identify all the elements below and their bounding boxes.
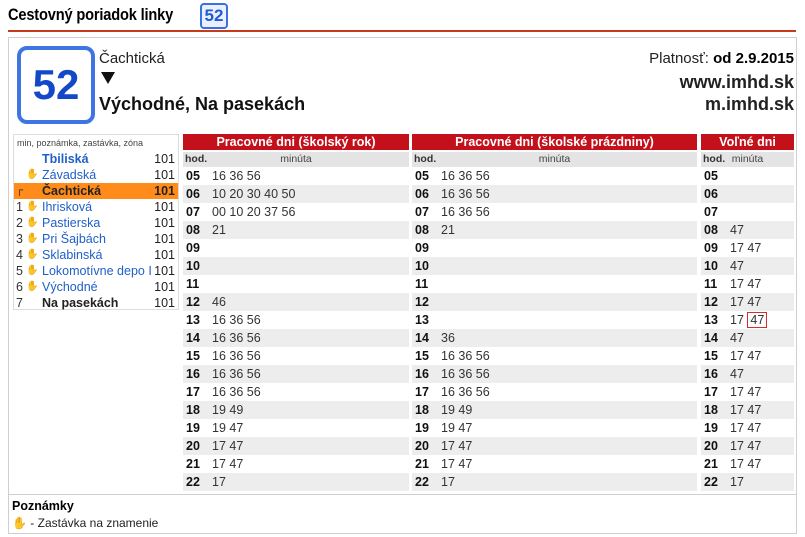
timetable-row [183,221,409,239]
validity-date: od 2.9.2015 [713,50,794,67]
page-title: Cestovný poriadok linky [8,5,174,24]
timetable-row [412,275,697,293]
minutes[interactable]: 36 [441,331,455,345]
minutes[interactable]: 17 47 [730,241,762,255]
hour: 10 [186,259,200,273]
hour: 15 [186,349,200,363]
stop-item[interactable] [14,247,178,263]
minutes[interactable]: 47 [730,367,744,381]
stop-name[interactable]: Tbiliská [42,152,89,166]
hour: 15 [415,349,429,363]
timetable-row [701,275,794,293]
notes [9,494,796,534]
timetable-row [701,257,794,275]
timetable-row [412,221,697,239]
timetable-row [701,329,794,347]
hand-icon: ✋ [26,281,39,292]
hour: 18 [186,403,200,417]
minutes[interactable]: 16 36 56 [212,349,261,363]
hour: 18 [415,403,429,417]
minutes[interactable]: 19 47 [212,421,244,435]
stop-name[interactable]: Pastierska [42,216,101,230]
minutes[interactable]: 17 47 [730,349,762,363]
hour: 10 [415,259,429,273]
stop-item[interactable] [14,167,178,183]
hand-icon: ✋ [26,217,39,228]
line-number-badge: 52 [200,3,228,29]
minutes[interactable]: 10 20 30 40 50 [212,187,296,201]
timetable-title: Pracovné dni (školské prázdniny) [412,134,697,150]
hour: 06 [704,187,718,201]
minutes[interactable]: 17 47 [441,457,473,471]
hand-icon: ✋ [26,249,39,260]
minutes[interactable]: 17 47 [212,439,244,453]
hour: 17 [186,385,200,399]
hand-icon: ✋ [26,169,39,180]
hour: 19 [415,421,429,435]
hour: 21 [704,457,718,471]
stop-item[interactable] [14,279,178,295]
stop-item[interactable] [14,151,178,167]
hour: 20 [186,439,200,453]
hour: 07 [415,205,429,219]
hour: 07 [186,205,200,219]
timetable-row [701,455,794,473]
minutes[interactable]: 16 36 56 [212,169,261,183]
timetable-row [701,311,794,329]
hour: 09 [704,241,718,255]
minutes[interactable]: 17 47 [730,403,762,417]
timetable-row [183,365,409,383]
hand-icon: ✋ [26,233,39,244]
hour-header: hod. [414,153,437,165]
hour: 14 [186,331,200,345]
timetable-row [412,437,697,455]
stop-zone: 101 [154,296,175,310]
minutes[interactable]: 16 36 56 [212,313,261,327]
timetable-row [412,419,697,437]
minutes[interactable]: 21 [212,223,226,237]
timetable-row [701,293,794,311]
current-stop-marker-icon: ┌ [16,185,24,196]
mobile-web-link[interactable]: m.imhd.sk [704,94,794,114]
web-link[interactable]: www.imhd.sk [679,72,794,92]
stop-name[interactable]: Pri Šajbách [42,232,106,246]
minutes[interactable]: 16 36 56 [212,331,261,345]
hour: 07 [704,205,718,219]
timetable-row [701,167,794,185]
stop-item[interactable] [14,295,178,311]
hour: 11 [415,277,429,291]
stop-item[interactable] [14,215,178,231]
minutes[interactable]: 16 36 56 [441,205,490,219]
minutes[interactable]: 17 47 [730,295,762,309]
hour: 08 [704,223,718,237]
hour: 13 [186,313,200,327]
hour: 18 [704,403,718,417]
timetable-row [412,455,697,473]
timetable-column-header [701,152,794,167]
timetable-row [183,401,409,419]
minutes[interactable]: 21 [441,223,455,237]
stop-zone: 101 [154,232,175,246]
direction-arrow-icon [101,72,115,84]
timetable-row [701,473,794,491]
timetable-row [701,185,794,203]
timetable-row [412,329,697,347]
stop-name[interactable]: Východné [42,280,98,294]
timetable-row [183,257,409,275]
timetable-row [183,239,409,257]
minute-header: minúta [538,153,571,165]
selected-departure[interactable]: 47 [747,312,767,328]
line-badge: 52 [17,46,95,124]
hour: 16 [704,367,718,381]
notes-item [12,516,158,530]
hour: 22 [704,475,718,489]
stop-item[interactable] [14,263,178,279]
timetable-row [183,455,409,473]
timetable-row [701,365,794,383]
direction-label: Východné, Na pasekách [99,94,306,114]
stop-zone: 101 [154,152,175,166]
minutes[interactable]: 17 47 [730,385,762,399]
hour: 06 [186,187,200,201]
hour: 20 [704,439,718,453]
timetable-row [183,419,409,437]
timetable-frame [8,37,797,534]
hour: 05 [704,169,718,183]
hour: 17 [704,385,718,399]
stop-item[interactable] [14,231,178,247]
hour: 09 [186,241,200,255]
stop-item[interactable] [14,199,178,215]
timetable-title: Voľné dni [701,134,794,150]
hour: 06 [415,187,429,201]
stop-minute: 2 [16,216,23,230]
timetable-row [701,347,794,365]
minutes-text: 17 [730,313,748,327]
hour: 05 [415,169,429,183]
hour: 12 [186,295,200,309]
hour-header: hod. [703,153,726,165]
hour: 20 [415,439,429,453]
timetable-row [701,437,794,455]
timetable-title: Pracovné dni (školský rok) [183,134,409,150]
minutes[interactable]: 17 47 [730,439,762,453]
minutes[interactable]: 47 [730,223,744,237]
minutes[interactable]: 17 [212,475,226,489]
timetable-row [183,347,409,365]
minutes[interactable]: 16 36 56 [441,367,490,381]
hour: 09 [415,241,429,255]
stop-name[interactable]: Čachtická [42,184,102,198]
timetable-row [412,185,697,203]
hand-icon: ✋ [12,516,27,530]
hour: 12 [704,295,718,309]
minute-header: minúta [731,153,764,165]
stop-minute: 7 [16,296,23,310]
timetable-school-year [183,134,409,491]
minutes[interactable]: 16 36 56 [212,367,261,381]
timetable-row [412,257,697,275]
minutes[interactable]: 17 47 [730,277,762,291]
notes-item-text: - Zastávka na znamenie [30,516,159,530]
stop-zone: 101 [154,248,175,262]
timetable-row [701,239,794,257]
timetable-row [183,203,409,221]
timetable-row [183,311,409,329]
timetable-row [412,203,697,221]
minutes[interactable]: 17 [730,475,744,489]
timetable-row [412,293,697,311]
stop-zone: 101 [154,280,175,294]
validity [649,50,794,67]
minutes[interactable]: 17 47 [212,457,244,471]
stop-minute: 3 [16,232,23,246]
hour: 22 [415,475,429,489]
timetable-column-header [412,152,697,167]
current-stop: Čachtická [99,50,165,67]
hour: 14 [415,331,429,345]
timetable-row [412,239,697,257]
stop-zone: 101 [154,168,175,182]
hour: 12 [415,295,429,309]
stop-name[interactable]: Závadská [42,168,97,182]
minutes[interactable] [730,311,767,329]
minutes[interactable]: 19 49 [212,403,244,417]
timetable-row [412,401,697,419]
timetable-free-days [701,134,794,491]
timetable-school-holidays [412,134,697,491]
minutes[interactable]: 46 [212,295,226,309]
minutes[interactable]: 16 36 56 [441,385,490,399]
minutes[interactable]: 19 47 [441,421,473,435]
timetable-column-header [183,152,409,167]
hour: 21 [186,457,200,471]
hour: 16 [186,367,200,381]
hour: 13 [704,313,718,327]
line-header [9,38,796,128]
timetable-row [183,185,409,203]
stops-list [13,134,179,310]
minutes[interactable]: 00 10 20 37 56 [212,205,296,219]
hour: 11 [704,277,718,291]
hour: 10 [704,259,718,273]
minutes[interactable]: 17 [441,475,455,489]
timetable-row [183,275,409,293]
stop-item[interactable] [14,183,178,199]
stop-zone: 101 [154,184,175,198]
timetable-row [412,167,697,185]
minutes[interactable]: 16 36 56 [441,349,490,363]
minutes[interactable]: 47 [730,331,744,345]
timetable-row [701,401,794,419]
hour: 08 [415,223,429,237]
timetable-row [183,383,409,401]
minutes[interactable]: 17 47 [730,421,762,435]
hour: 16 [415,367,429,381]
timetable-row [701,383,794,401]
hour: 19 [186,421,200,435]
hour: 22 [186,475,200,489]
hour: 14 [704,331,718,345]
timetable-row [701,203,794,221]
notes-title: Poznámky [12,499,74,513]
stop-zone: 101 [154,200,175,214]
hour: 11 [186,277,200,291]
hour: 17 [415,385,429,399]
stop-minute: 1 [16,200,23,214]
timetable-row [412,311,697,329]
hand-icon: ✋ [26,201,39,212]
hand-icon: ✋ [26,265,39,276]
hour: 13 [415,313,429,327]
stop-name[interactable]: Sklabinská [42,248,103,262]
hour: 19 [704,421,718,435]
stop-zone: 101 [154,264,175,278]
minutes[interactable]: 16 36 56 [441,187,490,201]
stop-name[interactable]: Lokomotívne depo I [42,264,152,278]
timetable-row [412,365,697,383]
minutes[interactable]: 16 36 56 [212,385,261,399]
timetable-row [183,473,409,491]
hour: 05 [186,169,200,183]
timetable-row [412,347,697,365]
timetable-row [701,419,794,437]
hour: 15 [704,349,718,363]
stop-minute: 4 [16,248,23,262]
page-header [0,0,805,32]
hour-header: hod. [185,153,208,165]
stop-name[interactable]: Ihrisková [42,200,93,214]
minutes[interactable]: 16 36 56 [441,169,490,183]
minutes[interactable]: 47 [730,259,744,273]
minutes[interactable]: 19 49 [441,403,473,417]
header-rule [8,30,796,32]
timetable-row [183,329,409,347]
stop-minute: 6 [16,280,23,294]
stop-minute: 5 [16,264,23,278]
timetable-row [701,221,794,239]
stop-zone: 101 [154,216,175,230]
minutes[interactable]: 17 47 [441,439,473,453]
timetable-row [412,383,697,401]
timetable-row [183,167,409,185]
minutes[interactable]: 17 47 [730,457,762,471]
timetable-row [183,437,409,455]
minute-header: minúta [280,153,312,165]
hour: 08 [186,223,200,237]
stop-name[interactable]: Na pasekách [42,296,119,310]
stops-list-header: min, poznámka, zastávka, zóna [17,138,144,148]
timetable-row [412,473,697,491]
timetable-row [183,293,409,311]
hour: 21 [415,457,429,471]
validity-label: Platnosť: [649,50,709,67]
